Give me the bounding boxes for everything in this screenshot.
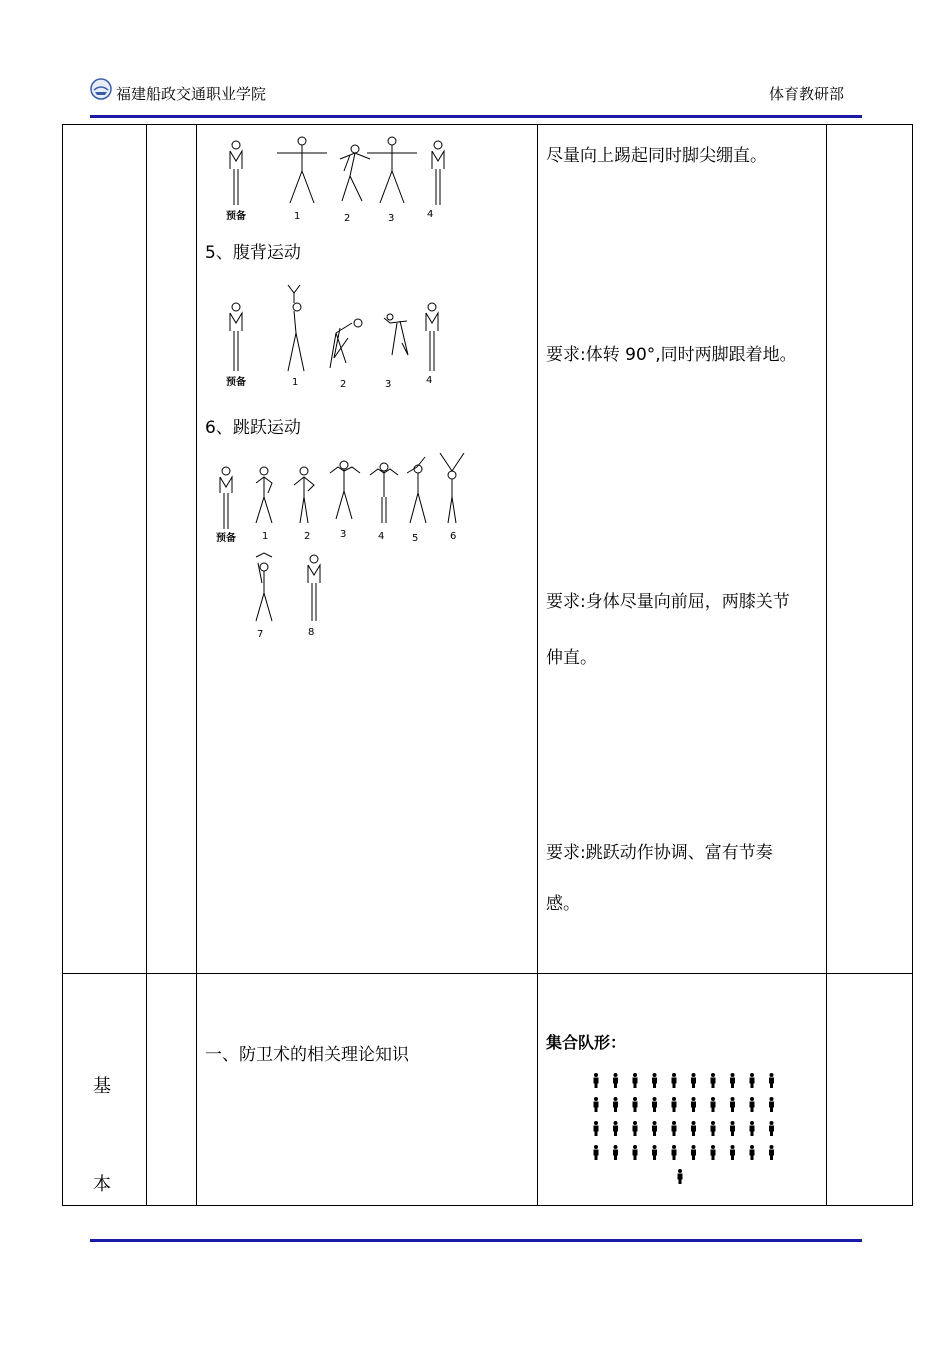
section-6-title: 6、跳跃运动: [205, 418, 301, 438]
kick-exercise-figure: [222, 131, 482, 226]
req-bend-line2: 伸直。: [546, 648, 597, 668]
req-bend-line1: 要求:身体尽量向前屈，两膝关节: [546, 592, 790, 612]
page-header: [90, 78, 860, 118]
label-char: 基: [93, 1076, 111, 1097]
person-icon: [672, 1073, 677, 1088]
person-icon: [613, 1097, 618, 1112]
fig-jump-num: 2: [304, 531, 311, 542]
fig-jump-num: 6: [450, 531, 457, 542]
fig-jump-prep: 预备: [216, 533, 236, 544]
label-char: 本: [93, 1174, 111, 1195]
person-icon: [652, 1073, 657, 1088]
person-icon: [633, 1073, 638, 1088]
formation-diagram: [588, 1069, 788, 1204]
person-icon: [750, 1121, 755, 1136]
person-icon: [769, 1121, 774, 1136]
person-icon: [750, 1097, 755, 1112]
cell-content: [197, 974, 538, 1206]
person-icon: [633, 1097, 638, 1112]
formation-title: 集合队形：: [546, 1033, 627, 1052]
cell-requirements: [538, 125, 827, 974]
fig-back-num: 2: [340, 379, 347, 390]
req-turn: 要求:体转 90°,同时两脚跟着地。: [546, 345, 797, 365]
person-icon: [594, 1145, 599, 1160]
person-icon: [769, 1073, 774, 1088]
fig-jump-num: 4: [378, 531, 385, 542]
person-icon: [672, 1097, 677, 1112]
section-5-title: 5、腹背运动: [205, 243, 301, 263]
person-icon: [769, 1097, 774, 1112]
person-icon: [730, 1121, 735, 1136]
header-rule: [90, 115, 862, 118]
back-exercise-figure: [222, 283, 482, 393]
cell-content: [197, 125, 538, 974]
person-icon: [691, 1073, 696, 1088]
school-logo-icon: [90, 78, 112, 100]
person-icon: [730, 1073, 735, 1088]
cell-notes: [827, 974, 913, 1206]
fig-jump-num: 8: [308, 627, 315, 638]
cell-label: [63, 125, 147, 974]
cell-time: [147, 125, 197, 974]
person-icon: [633, 1145, 638, 1160]
table-row: [63, 125, 913, 974]
fig-kick-num: 1: [294, 211, 301, 222]
fig-jump-num: 7: [257, 629, 264, 640]
person-icon: [594, 1073, 599, 1088]
req-jump-line1: 要求:跳跃动作协调、富有节奏: [546, 843, 773, 863]
person-icon: [594, 1121, 599, 1136]
person-icon: [613, 1121, 618, 1136]
fig-back-num: 4: [426, 375, 433, 386]
fig-kick-num: 4: [427, 209, 434, 220]
person-icon: [652, 1097, 657, 1112]
person-icon: [691, 1097, 696, 1112]
person-icon: [730, 1097, 735, 1112]
person-icon: [691, 1145, 696, 1160]
person-icon: [652, 1121, 657, 1136]
cell-notes: [827, 125, 913, 974]
theory-topic: 一、防卫术的相关理论知识: [205, 1045, 409, 1065]
person-icon: [691, 1121, 696, 1136]
fig-jump-num: 1: [262, 531, 269, 542]
fig-back-num: 1: [292, 377, 299, 388]
person-icon: [750, 1073, 755, 1088]
fig-kick-num: 3: [388, 213, 395, 224]
person-icon: [750, 1145, 755, 1160]
cell-time: [147, 974, 197, 1206]
req-jump-line2: 感。: [546, 894, 580, 914]
cell-requirements: [538, 974, 827, 1206]
department-name: 体育教研部: [768, 85, 844, 103]
table-row: [63, 974, 913, 1206]
fig-back-num: 3: [385, 379, 392, 390]
person-icon: [711, 1145, 716, 1160]
person-icon: [678, 1169, 683, 1184]
person-icon: [769, 1145, 774, 1160]
person-icon: [672, 1121, 677, 1136]
req-kick: 尽量向上踢起同时脚尖绷直。: [546, 146, 767, 166]
fig-jump-num: 3: [340, 529, 347, 540]
person-icon: [594, 1097, 599, 1112]
fig-kick-prep: 预备: [226, 211, 246, 222]
person-icon: [652, 1145, 657, 1160]
fig-back-prep: 预备: [226, 377, 246, 388]
jump-exercise-figure: [212, 453, 492, 653]
person-icon: [633, 1121, 638, 1136]
person-icon: [711, 1073, 716, 1088]
person-icon: [711, 1121, 716, 1136]
footer-rule: [90, 1239, 862, 1242]
person-icon: [672, 1145, 677, 1160]
cell-label: [63, 974, 147, 1206]
person-icon: [711, 1097, 716, 1112]
school-name: 福建船政交通职业学院: [116, 85, 267, 103]
person-icon: [613, 1073, 618, 1088]
fig-kick-num: 2: [344, 213, 351, 224]
fig-jump-num: 5: [412, 533, 419, 544]
person-icon: [730, 1145, 735, 1160]
lesson-table: [62, 124, 913, 1206]
person-icon: [613, 1145, 618, 1160]
